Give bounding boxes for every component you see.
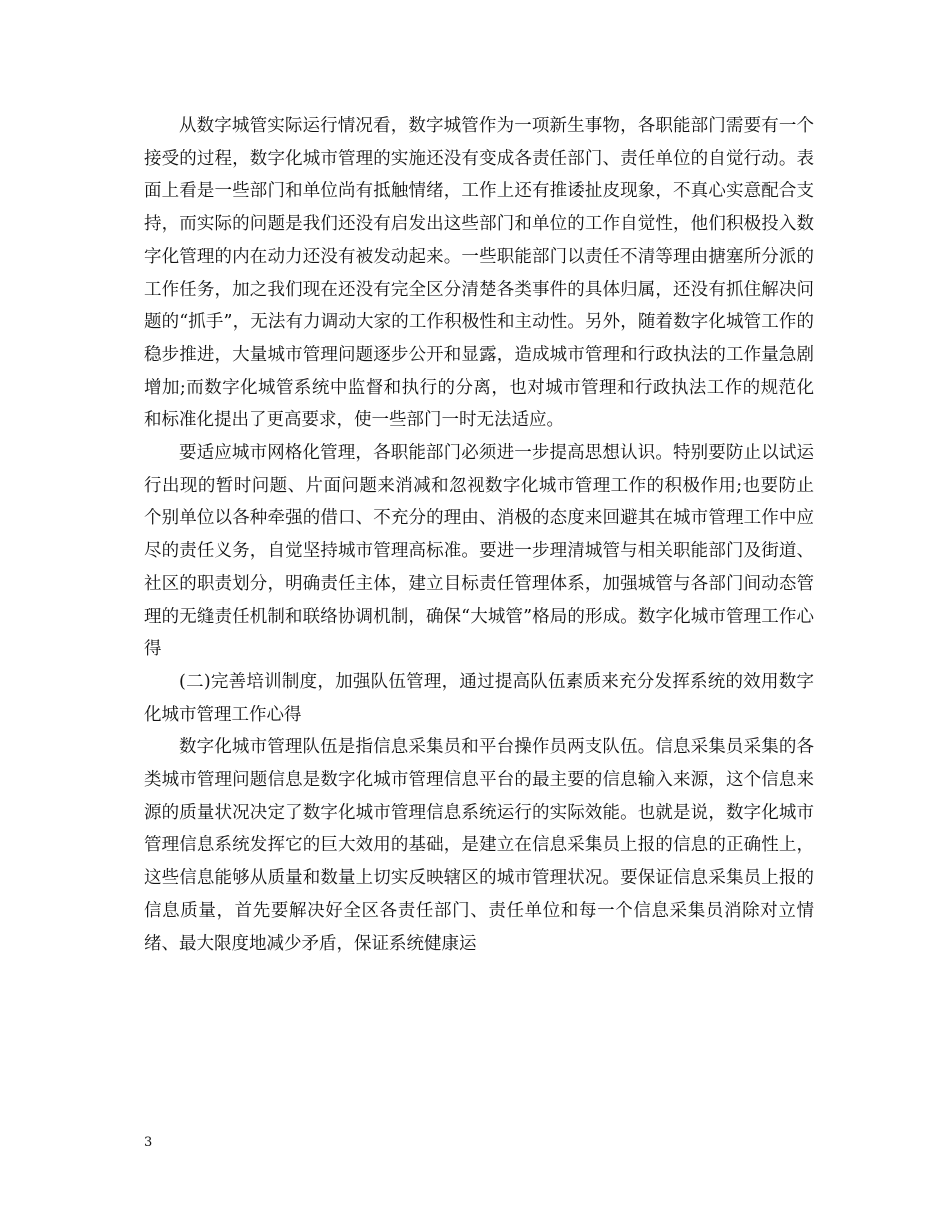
paragraph-4: 数字化城市管理队伍是指信息采集员和平台操作员两支队伍。信息采集员采集的各类城市管理问题信息是数字化城市管理信息平台的最主要的信息输入来源，这个信息来源的质量状况决定了数字化城市管理信息系统运行的实际效能。也就是说，数字化城市管理信息系统发挥它的巨大效用的基础，是建立在信息采集员上报的信息的正确性上，这些信息能够从质量和数量上切实反映辖区的城市管理状况。要保证信息采集员上报的信息质量，首先要解决好全区各责任部门、责任单位和每一个信息采集员消除对立情绪、最大限度地减少矛盾，保证系统健康运 bbox=[144, 737, 814, 954]
paragraph-2: 要适应城市网格化管理，各职能部门必须进一步提高思想认识。特别要防止以试运行出现的暂时问题、片面问题来消减和忽视数字化城市管理工作的积极作用;也要防止个别单位以各种牵强的借口、不充分的理由、消极的态度来回避其在城市管理工作中应尽的责任义务，自觉坚持城市管理高标准。要进一步理清城管与相关职能部门及街道、社区的职责划分，明确责任主体，建立目标责任管理体系，加强城管与各部门间动态管理的无缝责任机制和联络协调机制，确保“大城管”格局的形成。数字化城市管理工作心得 bbox=[144, 443, 814, 660]
page-number: 3 bbox=[144, 1135, 153, 1150]
body-text bbox=[144, 110, 814, 960]
paragraph-3: (二)完善培训制度，加强队伍管理，通过提高队伍素质来充分发挥系统的效用数字化城市管理工作心得 bbox=[144, 671, 814, 725]
paragraph-1: 从数字城管实际运行情况看，数字城管作为一项新生事物，各职能部门需要有一个接受的过程，数字化城市管理的实施还没有变成各责任部门、责任单位的自觉行动。表面上看是一些部门和单位尚有抵触情绪，工作上还有推诿扯皮现象，不真心实意配合支持，而实际的问题是我们还没有启发出这些部门和单位的工作自觉性，他们积极投入数字化管理的内在动力还没有被发动起来。一些职能部门以责任不清等理由搪塞所分派的工作任务，加之我们现在还没有完全区分清楚各类事件的具体归属，还没有抓住解决问题的“抓手”，无法有力调动大家的工作积极性和主动性。另外，随着数字化城管工作的稳步推进，大量城市管理问题逐步公开和显露，造成城市管理和行政执法的工作量急剧增加;而数字化城管系统中监督和执行的分离，也对城市管理和行政执法工作的规范化和标准化提出了更高要求，使一些部门一时无法适应。 bbox=[144, 116, 814, 431]
